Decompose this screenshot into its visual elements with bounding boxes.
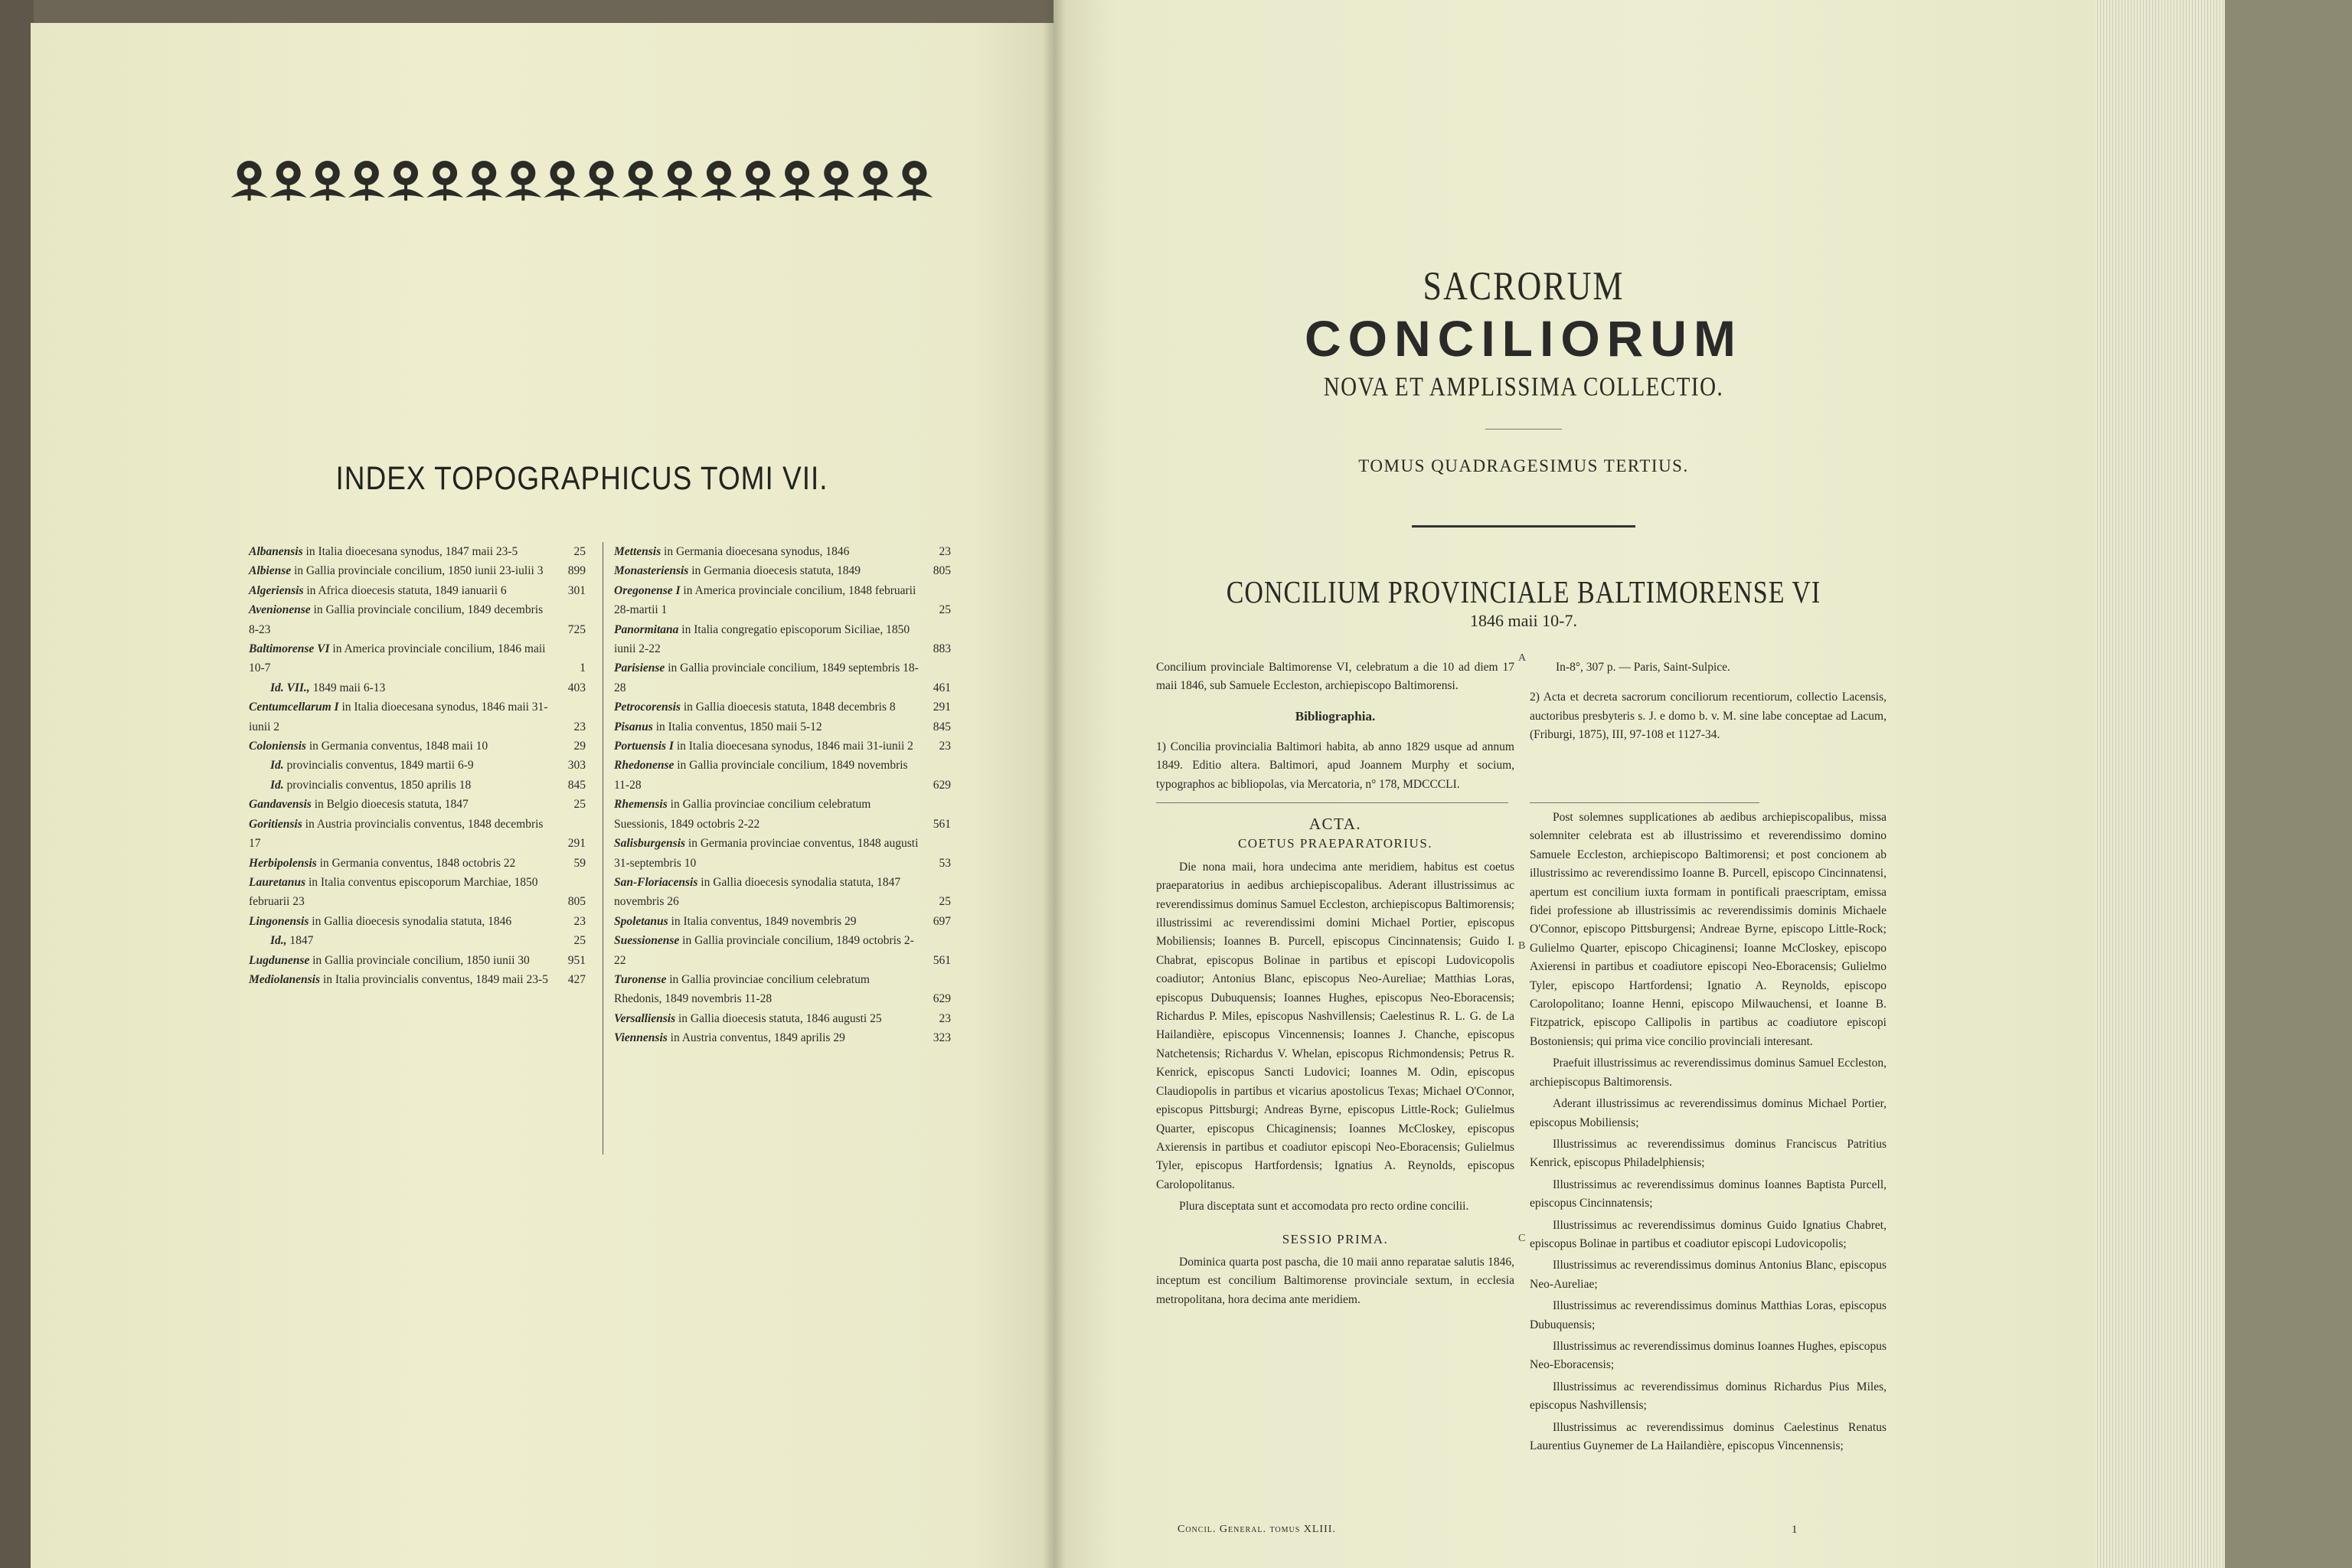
flower-ornament-icon <box>779 161 815 201</box>
index-entry-place: Albiense <box>249 564 292 578</box>
index-entry-place: Mettensis <box>614 545 662 558</box>
index-entry-text: in Austria provincialis conventus, 1848 decembris 17 <box>249 817 544 851</box>
index-entry <box>249 912 586 931</box>
flower-ornament-icon <box>583 161 620 201</box>
index-entry-place: Viennensis <box>614 1031 668 1045</box>
index-entry <box>614 581 951 620</box>
index-entry <box>249 542 586 561</box>
index-entry <box>614 542 951 561</box>
flower-ornament-icon <box>544 161 580 201</box>
index-entry-text: in Gallia provinciale concilium, 1849 decembris 8-23 <box>249 603 544 636</box>
index-entry <box>249 951 586 970</box>
index-entry-text: in Africa dioecesis statuta, 1849 ianuarii 6 <box>306 583 507 597</box>
index-entry-place: Centumcellarum I <box>249 701 339 714</box>
index-entry-page: 291 <box>567 837 586 851</box>
index-entry-place: Spoletanus <box>614 914 668 928</box>
flower-ornament-icon <box>896 161 933 201</box>
index-entry-place: Avenionense <box>249 603 311 617</box>
index-entry-place: Parisiense <box>614 662 665 675</box>
index-entry-text: in Gallia provinciae concilium celebratum Rhedonis, 1849 novembris 11-28 <box>614 972 870 1006</box>
index-entry-text: 1849 maii 6-13 <box>312 681 386 694</box>
index-entry <box>614 620 951 659</box>
book-cover-edge <box>0 0 34 1568</box>
attendee-item: Illustrissimus ac reverendissimus dominus Caelestinus Renatus Laurentius Guynemer de La Hailandière, episcopus Vincennensis; <box>1530 1420 1886 1452</box>
attendee-item: Illustrissimus ac reverendissimus dominus Ioannes Baptista Purcell, episcopus Cincinnatensis; <box>1530 1178 1886 1210</box>
desk-background-right <box>2225 0 2352 1568</box>
index-entry-place: Baltimorense VI <box>249 642 330 656</box>
flower-ornament-icon <box>505 161 541 201</box>
index-entry-place: Portuensis I <box>614 740 674 753</box>
index-entry-page: 303 <box>567 759 586 773</box>
flower-ornament-icon <box>270 161 307 201</box>
attendee-item: Illustrissimus ac reverendissimus dominus Ioannes Hughes, episcopus Neo-Eboracensis; <box>1530 1339 1886 1372</box>
index-column-2 <box>614 542 951 1048</box>
attendee-list <box>1530 1135 1886 1456</box>
book-gutter <box>1043 0 1066 1568</box>
index-entry-text: in Italia dioecesana synodus, 1846 maii 31-iunii 2 <box>676 740 913 753</box>
index-entry-page: 725 <box>567 622 586 636</box>
index-entry-text: provincialis conventus, 1849 martii 6-9 <box>286 759 474 773</box>
flower-ornament-icon <box>857 161 893 201</box>
index-entry-place: Algeriensis <box>249 583 304 597</box>
bibliography-item-1: 1) Concilia provincialia Baltimori habita, ab anno 1829 usque ad annum 1849. Editio altera. Baltimori, apud Joannem Murphy et socium, typographos ac bibliopolas, via Mercatoria, n° 178, MDCCCLI. <box>1156 740 1514 791</box>
index-entry-place: Salisburgensis <box>614 837 686 851</box>
index-entry-page: 23 <box>939 1011 951 1025</box>
body-left-column <box>1156 808 1514 1312</box>
index-entry-text: in Gallia provinciale concilium, 1849 novembris 11-28 <box>614 759 908 792</box>
index-entry-page: 561 <box>933 953 951 967</box>
index-entry-text: in Italia dioecesana synodus, 1846 maii 31-iunii 2 <box>249 701 548 733</box>
index-entry-page: 899 <box>567 564 586 578</box>
index-entry <box>249 854 586 873</box>
flower-ornament-icon <box>309 161 346 201</box>
body-right-column <box>1530 808 1886 1459</box>
index-entry-page: 1 <box>580 662 586 675</box>
index-entry <box>614 717 951 737</box>
index-entry-place: Oregonense I <box>614 583 681 597</box>
flower-ornament-icon <box>818 161 854 201</box>
coetus-heading: COETUS PRAEPARATORIUS. <box>1237 836 1433 851</box>
index-entry-page: 629 <box>933 992 951 1006</box>
flower-ornament-icon <box>662 161 698 201</box>
index-entry-text: in Germania dioecesana synodus, 1846 <box>664 545 850 558</box>
margin-letter-b: B <box>1518 940 1526 952</box>
index-entry-page: 561 <box>933 817 951 831</box>
index-entry-place: Goritiensis <box>249 817 302 831</box>
sessio-paragraph-2: Post solemnes supplicationes ab aedibus archiepiscopalibus, missa solemniter celebrata est ab illustrissimo et reverendissimo domino Samuele Eccleston, archiepiscopo Baltimorensi; et post concionem ab illustrissimo ac reverendissimo Ioanne B. Purcell, episcopo Cincinnatensi, apertum est concilium iuxta formam in pontificali praescriptam, emissa fidei professione ab illustrissimis ac reverendissimis dominis Michaele O'Connor, episcopo Pittsburgensi; Andreae Byrne, episcopo Little-Rock; Gulielmo Quarter, episcopo Chicaginensi; Ioanne McCloskey, episcopo Axierensi in partibus et coadiutore episcopi Neo-Eboracensis; Gulielmo Tyler, episcopo Hartfordensi; Ignatio A. Reynolds, episcopo Carolopolitano; Ioanne Henni, episcopo Milwauchensi, et Ioanne B. Fitzpatrick, episcopo Callipolis in partibus ac coadiutore episcopi Bostoniensis; qui prima vice concilio provinciali interesant. <box>1530 811 1886 1048</box>
index-entry-text: in Italia conventus, 1850 maii 5-12 <box>655 720 822 733</box>
index-entry-place: Rhemensis <box>614 798 668 812</box>
attendee-item: Illustrissimus ac reverendissimus dominus Matthias Loras, episcopus Dubuquensis; <box>1530 1299 1886 1331</box>
index-entry-text: in Italia provincialis conventus, 1849 maii 23-5 <box>322 972 548 986</box>
index-entry <box>614 561 951 580</box>
index-entry-place: Versalliensis <box>614 1011 676 1025</box>
index-entry-page: 845 <box>933 720 951 733</box>
index-column-1 <box>249 542 586 989</box>
index-entry-text: in Italia conventus, 1849 novembris 29 <box>671 914 857 928</box>
index-entry-place: Pisanus <box>614 720 653 733</box>
index-entry <box>249 795 586 814</box>
footer-signature: Concil. General. tomus XLIII. <box>1178 1524 1336 1535</box>
index-entry <box>614 912 951 931</box>
index-entry-place: Coloniensis <box>249 740 306 753</box>
index-entry-place: Lauretanus <box>249 875 306 889</box>
index-entry-page: 59 <box>573 856 586 870</box>
index-entry <box>249 737 586 756</box>
index-entry-place: Suessionense <box>614 934 680 948</box>
index-entry <box>614 834 951 873</box>
page-number: 1 <box>1792 1524 1798 1536</box>
index-entry-page: 629 <box>933 778 951 792</box>
index-entry-page: 403 <box>567 681 586 694</box>
index-entry <box>249 970 586 989</box>
index-entry <box>614 795 951 834</box>
flower-ornament-icon <box>387 161 424 201</box>
index-entry <box>249 561 586 580</box>
edition-note: In-8°, 307 p. — Paris, Saint-Sulpice. <box>1556 660 1730 674</box>
index-entry <box>614 1028 951 1047</box>
attendee-item: Illustrissimus ac reverendissimus dominus Guido Ignatius Chabret, episcopus Bolinae in partibus et coadiutor episcopi Ludovicopolis; <box>1530 1218 1886 1250</box>
sessio-heading: SESSIO PRIMA. <box>1282 1231 1389 1246</box>
title-nova-collectio: NOVA ET AMPLISSIMA COLLECTIO. <box>1323 372 1724 403</box>
praefuit-paragraph: Praefuit illustrissimus ac reverendissimus dominus Samuel Eccleston, archiepiscopus Baltimorensis. <box>1530 1057 1886 1089</box>
index-entry-place: Lugdunense <box>249 953 310 967</box>
short-rule <box>1485 429 1562 430</box>
index-entry-text: provincialis conventus, 1850 aprilis 18 <box>286 778 472 792</box>
index-entry-place: Monasteriensis <box>614 564 689 578</box>
index-entry-text: in Italia congregatio episcoporum Siciliae, 1850 iunii 2-22 <box>614 622 910 656</box>
sessio-paragraph: Dominica quarta post pascha, die 10 maii anno reparatae salutis 1846, inceptum est concilium Baltimorense provinciale sextum, in ecclesia metropolitana, hora decima ante meridiem. <box>1156 1255 1514 1306</box>
index-entry <box>249 756 586 775</box>
index-entry <box>249 776 586 795</box>
index-entry-page: 883 <box>933 642 951 656</box>
coetus-paragraph: Die nona maii, hora undecima ante meridiem, habitus est coetus praeparatorius in aedibus archiepiscopalibus. Aderant illustrissimus ac reverendissimus dominus Samuel Eccleston, archiepiscopus Baltimorensis; illustrissimi ac reverendissimi domini Michael Portier, episcopus Mobiliensis; Ioannes B. Purcell, episcopus Cincinnatensis; Guido I. Chabrat, episcopus Bolinae in partibus et episcopi Ludovicopolis coadiutor; Antonius Blanc, episcopus Neo-Aureliae; Matthias Loras, episcopus Dubuquensis; Ioannes Hughes, episcopus Neo-Eboracensis; Richardus P. Miles, episcopus Nashvillensis; Caelestinus R. L. G. de La Hailandière, episcopus Vincennensis; Ioannes J. Chanche, episcopus Natchetensis; Richardus V. Whelan, episcopus Richmondensis; Petrus R. Kenrick, episcopus Sancti Ludovici; Ioannes M. Odin, episcopus Claudiopolis in partibus et vicarius apostolicus Texas; Michael O'Connor, episcopus Pittsburgi; Andreas Byrne, episcopus Little-Rock; Gulielmus Quarter, episcopus Chicaginensis; Ioannes McCloskey, episcopus Axierensis in partibus et coadiutor episcopi Neo-Eboracensis; Gulielmus Tyler, episcopus Hartfordensis; Ignatius A. Reynolds, episcopus Carolopolitanus. <box>1156 860 1514 1191</box>
acta-heading: ACTA. <box>1308 815 1362 833</box>
margin-letter-a: A <box>1518 652 1527 664</box>
index-entry-page: 461 <box>933 681 951 694</box>
bibliography-heading: Bibliographia. <box>1295 708 1376 724</box>
index-entry-text: in Gallia provinciale concilium, 1850 iunii 23-iulii 3 <box>294 564 544 578</box>
index-entry-page: 29 <box>573 740 586 753</box>
index-entry <box>614 658 951 697</box>
index-entry-text: in America provinciale concilium, 1848 februarii 28-martii 1 <box>614 583 916 617</box>
index-entry-text: in Gallia provinciale concilium, 1850 iunii 30 <box>312 953 530 967</box>
index-entry-place: Lingonensis <box>249 914 309 928</box>
index-entry <box>249 931 586 950</box>
council-date: 1846 maii 10-7. <box>1470 611 1577 630</box>
index-entry-place: Gandavensis <box>249 798 312 812</box>
attendee-item: Illustrissimus ac reverendissimus dominus Franciscus Patritius Kenrick, episcopus Philadelphiensis; <box>1530 1137 1886 1170</box>
index-entry-page: 301 <box>567 583 586 597</box>
index-entry-page: 845 <box>567 778 586 792</box>
index-entry-text: in Austria conventus, 1849 aprilis 29 <box>670 1031 845 1045</box>
aderant-paragraph: Aderant illustrissimus ac reverendissimus dominus Michael Portier, episcopus Mobiliensis; <box>1530 1097 1886 1129</box>
index-entry <box>249 678 586 697</box>
bibliography-item-2: 2) Acta et decreta sacrorum conciliorum recentiorum, collectio Lacensis, auctoribus presbyteris s. J. e domo b. v. M. sine labe conceptae ad Lacum, (Friburgi, 1875), III, 97-108 et 1127-34. <box>1530 691 1886 742</box>
index-entry-text: in Gallia dioecesis statuta, 1846 augusti 25 <box>678 1011 882 1025</box>
index-entry-text: 1847 <box>289 934 314 948</box>
index-entry-page: 291 <box>933 701 951 714</box>
index-entry-text: in Gallia dioecesis synodalia statuta, 1847 novembris 26 <box>614 875 901 909</box>
index-entry-page: 53 <box>939 856 951 870</box>
index-entry-text: in Germania provinciae conventus, 1848 augusti 31-septembris 10 <box>614 837 919 870</box>
index-entry-page: 951 <box>567 953 586 967</box>
section-rule-right <box>1530 802 1759 803</box>
index-entry-page: 25 <box>939 895 951 909</box>
index-entry-page: 805 <box>933 564 951 578</box>
flower-ornament-icon <box>701 161 737 201</box>
thick-rule <box>1412 525 1635 528</box>
intro-right-column <box>1530 646 1886 756</box>
flower-ornament-icon <box>348 161 385 201</box>
index-entry-page: 25 <box>939 603 951 617</box>
index-entry-place: Mediolanensis <box>249 972 321 986</box>
flower-ornament-icon <box>466 161 502 201</box>
page-edges <box>2095 0 2225 1568</box>
section-rule-left <box>1156 802 1508 803</box>
index-title: INDEX TOPOGRAPHICUS TOMI VII. <box>335 459 828 496</box>
council-title: CONCILIUM PROVINCIALE BALTIMORENSE VI <box>1226 576 1821 610</box>
intro-left-column <box>1156 646 1514 805</box>
margin-letter-c: C <box>1518 1233 1526 1244</box>
index-entry-page: 25 <box>573 934 586 948</box>
index-entry-text: in Germania conventus, 1848 octobris 22 <box>319 856 516 870</box>
index-entry-place: San-Floriacensis <box>614 875 698 889</box>
floral-ornament-band <box>230 150 934 211</box>
index-entry <box>614 697 951 717</box>
index-entry <box>249 600 586 639</box>
index-entry-text: in America provinciale concilium, 1846 maii 10-7 <box>249 642 546 675</box>
index-entry-place: Albanensis <box>249 545 303 558</box>
coetus-paragraph-2: Plura disceptata sunt et accomodata pro recto ordine concilii. <box>1179 1200 1469 1214</box>
index-entry <box>249 639 586 678</box>
index-entry-page: 427 <box>567 972 586 986</box>
flower-ornament-icon <box>622 161 659 201</box>
index-entry-page: 25 <box>573 545 586 558</box>
flower-ornament-icon <box>231 161 268 201</box>
index-entry-place: Turonense <box>614 972 667 986</box>
index-entry-place: Id. VII., <box>270 681 310 694</box>
index-entry <box>614 970 951 1009</box>
index-entry <box>249 873 586 912</box>
attendee-item: Illustrissimus ac reverendissimus dominus Richardus Pius Miles, episcopus Nashvillensis; <box>1530 1380 1886 1413</box>
index-entry-page: 23 <box>573 914 586 928</box>
index-entry <box>614 756 951 795</box>
index-entry-place: Id. <box>270 759 284 773</box>
index-entry-text: in Gallia provinciae concilium celebratum Suessionis, 1849 octobris 2-22 <box>614 798 871 831</box>
flower-ornament-icon <box>426 161 463 201</box>
attendee-item: Illustrissimus ac reverendissimus dominus Antonius Blanc, episcopus Neo-Aureliae; <box>1530 1259 1886 1291</box>
title-sacrorum: SACRORUM <box>1423 263 1625 309</box>
index-entry <box>614 873 951 912</box>
index-entry-text: in Gallia dioecesis synodalia statuta, 1846 <box>312 914 512 928</box>
index-entry-text: in Germania conventus, 1848 maii 10 <box>309 740 488 753</box>
index-entry-place: Panormitana <box>614 622 679 636</box>
index-entry-text: in Italia conventus episcoporum Marchiae, 1850 februarii 23 <box>249 875 538 909</box>
index-entry <box>614 931 951 970</box>
index-entry-page: 23 <box>939 545 951 558</box>
index-entry <box>614 737 951 756</box>
index-entry-page: 697 <box>933 914 951 928</box>
index-entry <box>249 581 586 600</box>
index-entry-place: Id., <box>270 934 287 948</box>
index-entry-page: 323 <box>933 1031 951 1045</box>
index-entry-page: 25 <box>573 798 586 812</box>
intro-paragraph: Concilium provinciale Baltimorense VI, celebratum a die 10 ad diem 17 maii 1846, sub Samuele Eccleston, archiepiscopo Baltimorensi. <box>1156 660 1514 692</box>
index-entry <box>614 1009 951 1028</box>
index-entry-text: in Germania dioecesis statuta, 1849 <box>691 564 861 578</box>
index-entry-page: 23 <box>573 720 586 733</box>
index-entry-page: 805 <box>567 895 586 909</box>
index-entry-place: Rhedonense <box>614 759 675 773</box>
index-entry <box>249 697 586 737</box>
volume-title: TOMUS QUADRAGESIMUS TERTIUS. <box>1358 456 1689 475</box>
index-entry-text: in Gallia provinciale concilium, 1849 septembris 18-28 <box>614 662 919 694</box>
index-entry-place: Herbipolensis <box>249 856 317 870</box>
index-entry-place: Id. <box>270 778 284 792</box>
index-entry <box>249 815 586 854</box>
index-entry-text: in Belgio dioecesis statuta, 1847 <box>314 798 469 812</box>
index-entry-text: in Gallia provinciale concilium, 1849 octobris 2-22 <box>614 934 914 967</box>
title-conciliorum: CONCILIORUM <box>1305 310 1743 367</box>
index-entry-text: in Gallia dioecesis statuta, 1848 decembris 8 <box>683 701 896 714</box>
index-entry-text: in Italia dioecesana synodus, 1847 maii 23-5 <box>305 545 518 558</box>
index-entry-page: 23 <box>939 740 951 753</box>
flower-ornament-icon <box>740 161 776 201</box>
index-entry-place: Petrocorensis <box>614 701 681 714</box>
